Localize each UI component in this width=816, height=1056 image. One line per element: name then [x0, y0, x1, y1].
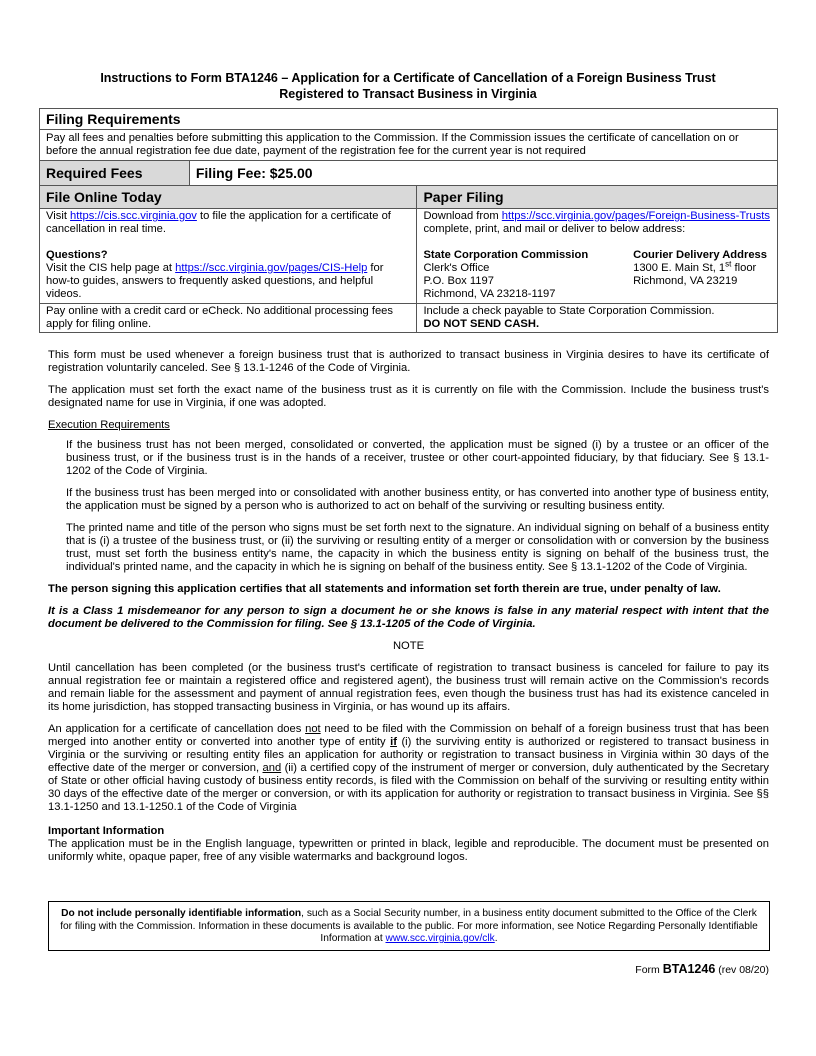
instructions-body	[48, 349, 769, 873]
certification-statement: The person signing this application certifies that all statements and information set forth therein are true, under penalty of law.	[48, 583, 721, 595]
execution-paragraph-3: The printed name and title of the person who signs must be set forth next to the signature. An individual signing on behalf of a business entity that is (i) a trustee of the business trust, or (ii) the surviving or resulting entity of a merger or consolidation with or conversion by the business trust, must set forth the business entity's name, the capacity in which the business entity is signing on behalf of the business trust, the individual's printed name, and the capacity in which he is signing on behalf of the business entity. See § 13.1-1202 of the Code of Virginia.	[66, 522, 769, 573]
addresses	[423, 249, 771, 301]
filing-fee: Filing Fee: $25.00	[189, 161, 777, 186]
note-paragraph-1: Until cancellation has been completed (or the business trust's certificate of registration to transact business is canceled for failure to pay its annual registration fee or maintain a registered office and registered agent), the business trust will remain active on the Commission's records and remain liable for the assessment and payment of annual registration fees, even though the business trust has had its existence canceled in its home jurisdiction, has stopped transacting business in Virginia, or has wound up its affairs.	[48, 662, 769, 713]
questions-heading: Questions?	[46, 249, 108, 261]
clerk-link[interactable]: www.scc.virginia.gov/clk	[385, 933, 495, 944]
execution-paragraph-1: If the business trust has not been merged, consolidated or converted, the application must be signed (i) by a trustee or an officer of the business trust, or if the business trust is in the hands of a receiver, trustee or other court-appointed fiduciary, by that fiduciary. See § 13.1-1202 of the Code of Virginia.	[66, 439, 769, 477]
courier-address: Courier Delivery Address 1300 E. Main St, 1st floor Richmond, VA 23219	[633, 249, 767, 287]
filing-requirements-heading: Filing Requirements	[40, 109, 778, 130]
no-cash-warning: DO NOT SEND CASH.	[423, 318, 540, 330]
important-heading: Important Information	[48, 825, 165, 837]
execution-requirements-heading: Execution Requirements	[48, 419, 170, 431]
execution-paragraph-2: If the business trust has been merged into or consolidated with another business entity, or has converted into another type of business entity, the application must be signed by a person who is authorized to act on behalf of the surviving or resulting business entity.	[66, 487, 769, 512]
paper-filing-details	[417, 209, 778, 304]
name-paragraph: The application must set forth the exact name of the business trust as it is currently on file with the Commission. Include the business trust's designated name for use in Virginia, if one was adopted.	[48, 384, 769, 409]
important-information	[48, 825, 769, 864]
file-online-details	[40, 209, 417, 304]
required-fees-heading: Required Fees	[40, 161, 190, 186]
paper-download-text: Download from https://scc.virginia.gov/pages/Foreign-Business-Trusts complete, print, and mail or deliver to below address:	[423, 210, 770, 235]
important-text: The application must be in the English language, typewritten or printed in black, legible and reproducible. The document must be presented on uniformly white, opaque paper, free of any visible watermarks and background logos.	[48, 838, 769, 863]
paper-form-link[interactable]: https://scc.virginia.gov/pages/Foreign-Business-Trusts	[501, 210, 770, 222]
paper-filing-heading: Paper Filing	[417, 186, 778, 209]
mailing-address: State Corporation Commission Clerk's Office P.O. Box 1197 Richmond, VA 23218-1197	[423, 249, 589, 300]
pii-notice: Do not include personally identifiable information, such as a Social Security number, in a business entity document submitted to the Office of the Clerk for filing with the Commission. Information in these documents is available to the public. For more information, see Notice Regarding Personally Identifiable Information at www.scc.virginia.gov/clk.	[48, 901, 770, 951]
paper-payment: Include a check payable to State Corporation Commission. DO NOT SEND CASH.	[417, 304, 778, 333]
note-paragraph-2: An application for a certificate of cancellation does not need to be filed with the Commission on behalf of a foreign business trust that has been merged into another entity or converted into another type of entity if (i) the surviving entity is authorized or registered to transact business in Virginia or the surviving or resulting entity files an application for authority or registration to transact business in Virginia within 30 days of the effective date of the merger or conversion, and (ii) a certified copy of the instrument of merger or conversion, duly authenticated by the Secretary of State or other official having custody of business entity records, is filed with the Commission on behalf of the surviving or resulting entity within 30 days of the effective date of the merger or conversion, or with its application for authority or registration to transact business in Virginia. See §§ 13.1-1250 and 13.1-1250.1 of the Code of Virginia	[48, 723, 770, 813]
online-payment-text: Pay online with a credit card or eCheck. No additional processing fees apply for filing online.	[40, 304, 417, 333]
misdemeanor-warning: It is a Class 1 misdemeanor for any person to sign a document he or she knows is false in any material respect with intent that the document be delivered to the Commission for filing. See § 13.1-1205 of the Code of Virginia.	[48, 605, 769, 630]
purpose-paragraph: This form must be used whenever a foreign business trust that is authorized to transact business in Virginia desires to have its certificate of registration voluntarily canceled. See § 13.1-1246 of the Code of Virginia.	[48, 349, 769, 374]
online-help-text: Visit the CIS help page at https://scc.virginia.gov/pages/CIS-Help for how-to guides, answers to frequently asked questions, and helpful videos.	[46, 262, 384, 300]
note-heading: NOTE	[392, 640, 425, 652]
page-title	[40, 70, 776, 102]
file-online-heading: File Online Today	[40, 186, 417, 209]
cis-help-link[interactable]: https://scc.virginia.gov/pages/CIS-Help	[175, 262, 368, 274]
title-line-2: Registered to Transact Business in Virginia	[279, 87, 537, 101]
online-visit-text: Visit https://cis.scc.virginia.gov to file the application for a certificate of cancellation in real time.	[46, 210, 391, 235]
filing-info-table	[39, 108, 778, 333]
filing-requirements-text: Pay all fees and penalties before submitting this application to the Commission. If the Commission issues the certificate of cancellation on or before the annual registration fee due date, payment of the registration fee for the current year is not required	[40, 130, 778, 161]
title-line-1: Instructions to Form BTA1246 – Application for a Certificate of Cancellation of a Foreign Business Trust	[100, 71, 716, 85]
form-number: Form BTA1246 (rev 08/20)	[635, 962, 769, 976]
cis-link[interactable]: https://cis.scc.virginia.gov	[70, 210, 197, 222]
